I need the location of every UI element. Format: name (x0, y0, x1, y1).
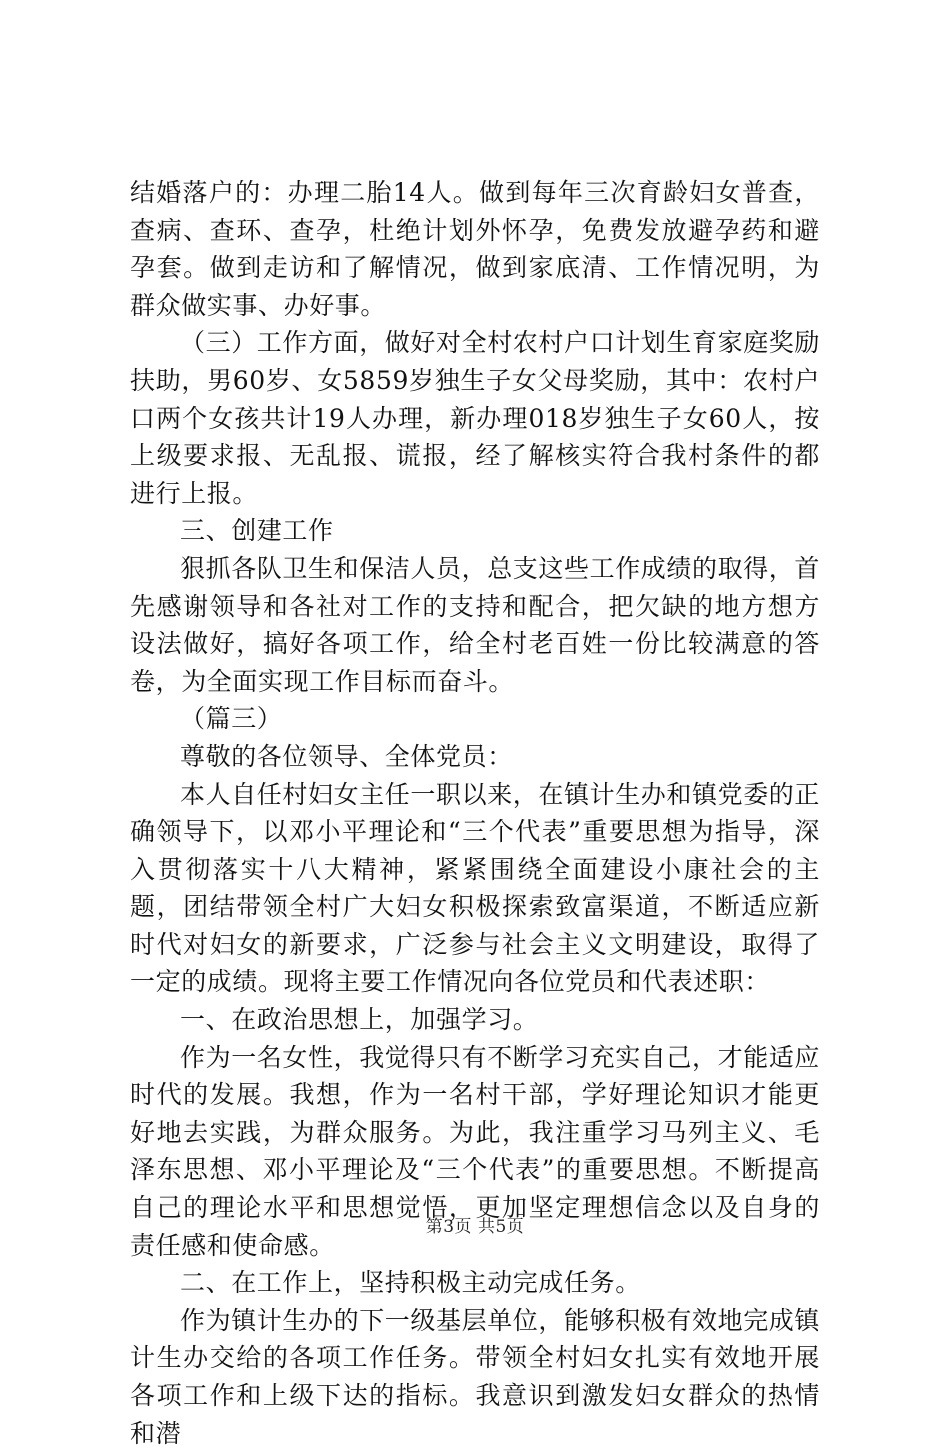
paragraph-11: 作为镇计生办的下一级基层单位，能够积极有效地完成镇计生办交给的各项工作任务。带领全村妇女扎实有效地开展各项工作和上级下达的指标。我意识到激发妇女群众的热情和潜 (130, 1305, 821, 1448)
paragraph-4: 狠抓各队卫生和保洁人员，总支这些工作成绩的取得，首先感谢领导和各社对工作的支持和配合，把欠缺的地方想方设法做好，搞好各项工作，给全村老百姓一份比较满意的答卷，为全面实现工作目标而奋斗。 (130, 553, 821, 696)
document-body (130, 174, 820, 1452)
section-heading-creation-work: 三、创建工作 (180, 516, 334, 546)
paragraph-1: 结婚落户的：办理二胎14人。做到每年三次育龄妇女普查，查病、查环、查孕，杜绝计划外怀孕，免费发放避孕药和避孕套。做到走访和了解情况，做到家底清、工作情况明，为群众做实事、办好事。 (130, 178, 820, 320)
paragraph-2: （三）工作方面，做好对全村农村户口计划生育家庭奖励扶助，男60岁、女5859岁独生子女父母奖励，其中：农村户口两个女孩共计19人办理，新办理018岁独生子女60人，按上级要求报、无乱报、谎报，经了解核实符合我村条件的都进行上报。 (130, 328, 821, 508)
paragraph-7: 本人自任村妇女主任一职以来，在镇计生办和镇党委的正确领导下，以邓小平理论和“三个代表”重要思想为指导，深入贯彻落实十八大精神，紧紧围绕全面建设小康社会的主题，团结带领全村广大妇女积极探索致富渠道，不断适应新时代对妇女的新要求，广泛参与社会主义文明建设，取得了一定的成绩。现将主要工作情况向各位党员和代表述职： (130, 779, 821, 997)
section-heading-political-study: 一、在政治思想上，加强学习。 (180, 1005, 539, 1035)
paragraph-9: 作为一名女性，我觉得只有不断学习充实自己，才能适应时代的发展。我想，作为一名村干部，学好理论知识才能更好地去实践，为群众服务。为此，我注重学习马列主义、毛泽东思想、邓小平理论及“三个代表”的重要思想。不断提高自己的理论水平和思想觉悟，更加坚定理想信念以及自身的责任感和使命感。 (130, 1042, 821, 1260)
page-number-footer: 第3页 共5页 (425, 1217, 525, 1237)
chapter-label-part-three: （篇三） (180, 704, 283, 734)
section-heading-work-tasks: 二、在工作上，坚持积极主动完成任务。 (180, 1268, 641, 1298)
salutation: 尊敬的各位领导、全体党员： (180, 741, 513, 771)
